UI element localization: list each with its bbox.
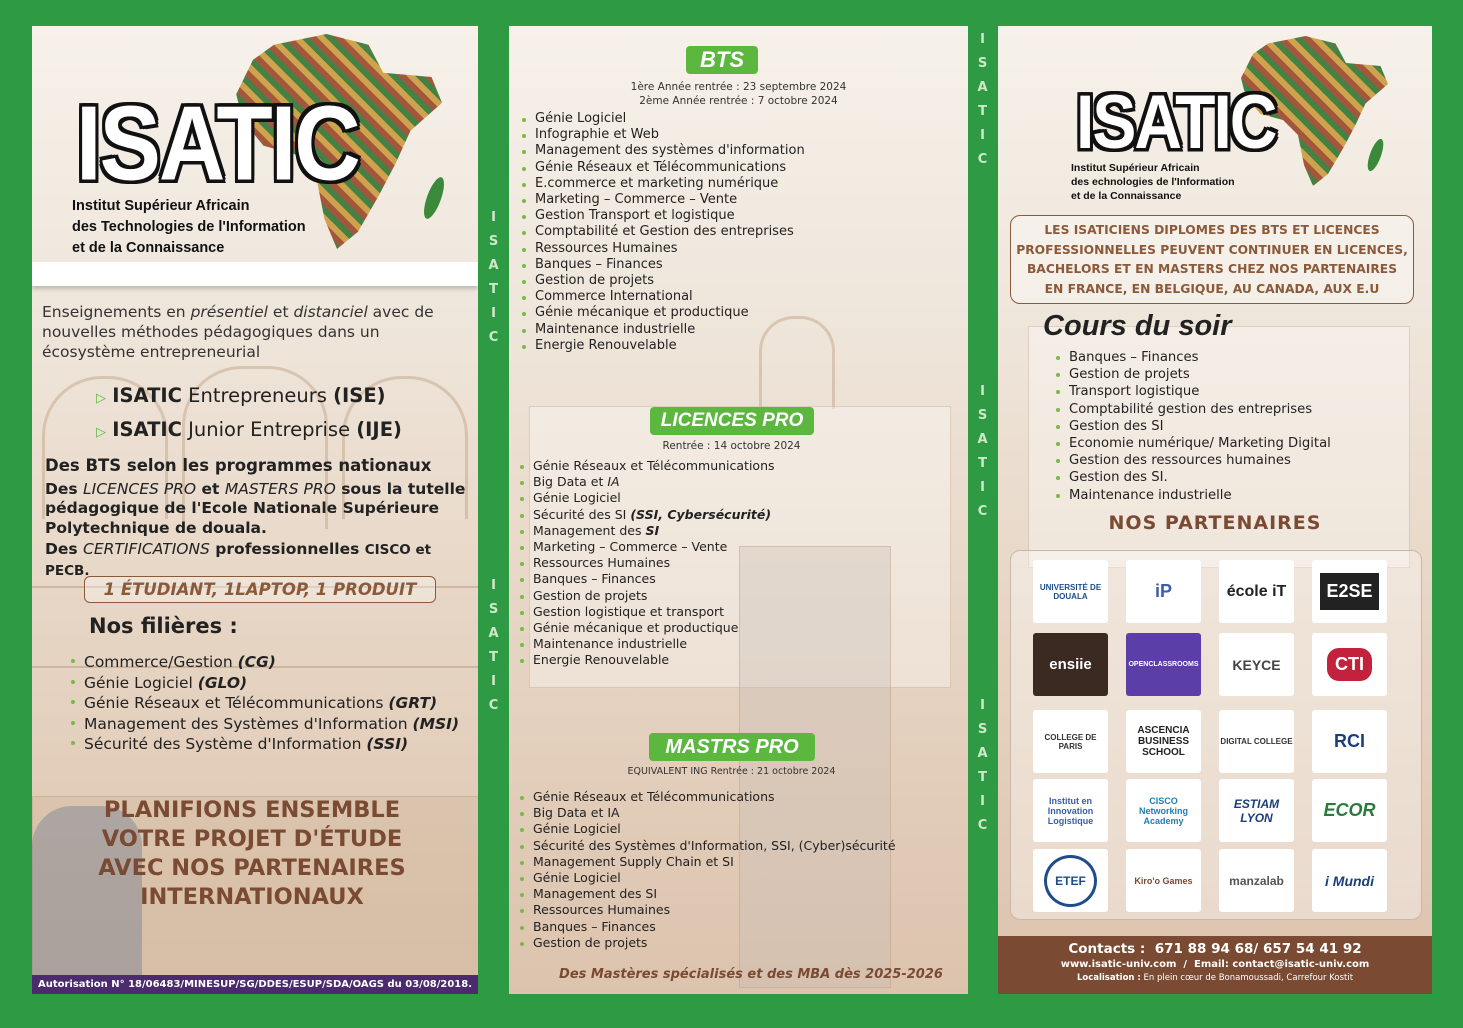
list-item: Transport logistique [1069, 383, 1331, 400]
list-item: Energie Renouvelable [535, 338, 805, 354]
logo-sub-line: des Technologies de l'Information [72, 219, 306, 235]
contacts-location: Localisation : En plein cœur de Bonamoussadi, Carrefour Kostit [1076, 973, 1354, 983]
partner-logo: ECOR [1312, 779, 1387, 842]
list-item: E.commerce et marketing numérique [535, 176, 805, 192]
logo-wordmark: ISATIC [76, 85, 359, 203]
logo-wordmark: ISATIC [1076, 79, 1276, 165]
partner-logo: ASCENCIA BUSINESS SCHOOL [1126, 710, 1201, 773]
list-item: Economie numérique/ Marketing Digital [1069, 436, 1331, 452]
list-item: Management des SI [533, 523, 775, 539]
isatic-logo [32, 26, 478, 284]
bts-title: BTS [686, 46, 758, 74]
certs-line: Des CERTIFICATIONS professionnelles CISCO et PECB. [45, 540, 432, 579]
logo-sub-line: et de la Connaissance [1071, 190, 1182, 202]
masters-list [533, 789, 896, 951]
licences-title: LICENCES PRO [650, 407, 814, 435]
list-item: Maintenance industrielle [1069, 487, 1331, 504]
evening-title: Cours du soir [1043, 310, 1232, 342]
partner-logo: Institut en Innovation Logistique [1033, 779, 1108, 842]
list-item: Ressources Humaines [533, 902, 896, 918]
program-item: ▷ ISATIC Entrepreneurs (ISE) [96, 384, 386, 407]
list-item: Ressources Humaines [533, 555, 775, 571]
list-item: Génie Réseaux et Télécommunications (GRT) [84, 693, 459, 714]
list-item: Gestion de projets [1069, 366, 1331, 383]
list-item: Génie Réseaux et Télécommunications [533, 458, 775, 473]
list-item: Ressources Humaines [535, 241, 805, 257]
email-link[interactable]: contact@isatic-univ.com [1232, 959, 1370, 970]
list-item: Management des SI [533, 886, 896, 902]
licences-line: Des LICENCES PRO et MASTERS PRO sous la tutelle pédagogique de l'Ecole Nationale Supérieure Polytechnique de douala. [45, 479, 466, 537]
list-item: Marketing – Commerce – Vente [533, 539, 775, 555]
partner-logo: iP [1126, 560, 1201, 623]
filieres-title: Nos filières : [89, 614, 238, 638]
list-item: Banques – Finances [1069, 349, 1331, 366]
side-word-isatic: I S A T I C [488, 210, 500, 345]
side-word-isatic: I S A T I C [977, 698, 989, 833]
middle-panel [509, 26, 968, 994]
diplomas-text [45, 456, 475, 581]
partner-logo: OPENCLASSROOMS [1126, 633, 1201, 696]
side-word-isatic: I S A T I C [488, 578, 500, 713]
list-item: Génie Logiciel [533, 821, 896, 837]
triangle-icon: ▷ [96, 425, 106, 440]
list-item: Génie Logiciel (GLO) [84, 673, 459, 694]
mba-footer: Des Mastères spécialisés et des MBA dès 2025-2026 [559, 967, 943, 982]
logo-sub-line: des echnologies de l'Information [1071, 176, 1235, 188]
partner-logo: CISCO Networking Academy [1126, 779, 1201, 842]
list-item: Big Data et IA [533, 474, 775, 490]
side-word-isatic: I S A T I C [977, 384, 989, 519]
list-item: Gestion des SI. [1069, 469, 1331, 486]
program-list [96, 380, 402, 448]
list-item: Génie mécanique et productique [533, 620, 775, 636]
bts-dates: 1ère Année rentrée : 23 septembre 2024 2ème Année rentrée : 7 octobre 2024 [630, 81, 847, 107]
partner-logo: RCI [1312, 710, 1387, 773]
masters-title: MASTRS PRO [649, 733, 815, 761]
list-item: Maintenance industrielle [535, 322, 805, 338]
list-item: Gestion de projets [533, 588, 775, 604]
bts-line: Des BTS selon les programmes nationaux [45, 456, 432, 475]
slogan-box: 1 ÉTUDIANT, 1LAPTOP, 1 PRODUIT [84, 576, 436, 603]
licences-list [533, 458, 775, 669]
left-panel [32, 26, 478, 994]
madagascar-icon [1365, 137, 1387, 173]
isatic-logo [998, 26, 1432, 216]
bts-list [535, 111, 805, 354]
list-item: Gestion des ressources humaines [1069, 452, 1331, 469]
list-item: Gestion logistique et transport [533, 604, 775, 620]
logo-sub-line: et de la Connaissance [72, 240, 225, 256]
madagascar-icon [420, 175, 448, 221]
list-item: Marketing – Commerce – Vente [535, 192, 805, 208]
list-item: Management Supply Chain et SI [533, 854, 896, 870]
list-item: Génie mécanique et productique [535, 305, 805, 321]
partner-logo: i Mundi [1312, 849, 1387, 912]
intro-text: Enseignements en présentiel et distanciel avec de nouvelles méthodes pédagogiques dans un écosystème entrepreneurial [42, 303, 434, 361]
list-item: Commerce International [535, 289, 805, 305]
logo-sub-line: Institut Supérieur Africain [72, 198, 250, 214]
logo-subtitle [72, 196, 306, 259]
partners-title: NOS PARTENAIRES [1108, 512, 1322, 534]
list-item: Génie Logiciel [533, 870, 896, 886]
partner-logo: UNIVERSITÉ DE DOUALA [1033, 560, 1108, 623]
contacts-phones: Contacts : 671 88 94 68/ 657 54 41 92 [1068, 941, 1362, 957]
list-item: Comptabilité gestion des entreprises [1069, 401, 1331, 418]
list-item: Comptabilité et Gestion des entreprises [535, 224, 805, 240]
list-item: Banques – Finances [535, 257, 805, 273]
right-panel [998, 26, 1432, 994]
partner-logo: E2SE [1312, 560, 1387, 623]
list-item: Banques – Finances [533, 571, 775, 587]
contacts-web: www.isatic-univ.com / Email: contact@isatic-univ.com [1060, 959, 1370, 970]
list-item: Banques – Finances [533, 919, 896, 935]
list-item: Big Data et IA [533, 805, 896, 821]
list-item: Energie Renouvelable [533, 652, 775, 668]
list-item: Sécurité des Système d'Information (SSI) [84, 734, 459, 755]
website-link[interactable]: www.isatic-univ.com [1060, 959, 1177, 970]
list-item: Gestion des SI [1069, 418, 1331, 435]
partner-logo: COLLEGE DE PARIS [1033, 710, 1108, 773]
partner-logo: CTI [1312, 633, 1387, 696]
list-item: Management des systèmes d'information [535, 143, 805, 159]
notice-text: LES ISATICIENS DIPLOMES DES BTS ET LICENCES PROFESSIONNELLES PEUVENT CONTINUER EN LICENCES, BACHELORS ET EN MASTERS CHEZ NOS PARTENAIRES EN FRANCE, EN BELGIQUE, AU CANADA, AUX E.U [1016, 223, 1408, 296]
partner-logo: ETEF [1033, 849, 1108, 912]
list-item: Génie Logiciel [535, 111, 805, 127]
cta-text: PLANIFIONS ENSEMBLE VOTRE PROJET D'ÉTUDE AVEC NOS PARTENAIRES INTERNATIONAUX [98, 797, 406, 910]
partner-logo: école iT [1219, 560, 1294, 623]
list-item: Sécurité des Systèmes d'Information, SSI, (Cyber)sécurité [533, 837, 896, 853]
logo-sub-line: Institut Supérieur Africain [1071, 162, 1200, 174]
list-item: Génie Réseaux et Télécommunications [535, 160, 805, 176]
partner-logo: ensiie [1033, 633, 1108, 696]
partner-logo: KEYCE [1219, 633, 1294, 696]
filieres-list [84, 652, 459, 755]
side-word-isatic: I S A T I C [977, 32, 989, 167]
partner-logo: manzalab [1219, 849, 1294, 912]
list-item: Commerce/Gestion (CG) [84, 652, 459, 673]
contacts-bar [998, 936, 1432, 994]
logo-subtitle [1071, 161, 1235, 203]
list-item: Génie Réseaux et Télécommunications [533, 789, 896, 805]
partners-notice [1010, 215, 1414, 304]
list-item: Sécurité des SI (SSI, Cybersécurité) [533, 507, 775, 523]
authorization-bar: Autorisation N° 18/06483/MINESUP/SG/DDES/ESUP/SDA/OAGS du 03/08/2018. [32, 975, 478, 994]
list-item: Infographie et Web [535, 127, 805, 143]
masters-date: EQUIVALENT ING Rentrée : 21 octobre 2024 [627, 766, 836, 777]
partner-logo: DIGITAL COLLEGE [1219, 710, 1294, 773]
partner-logo: Kiro'o Games [1126, 849, 1201, 912]
list-item: Management des Systèmes d'Information (MSI) [84, 714, 460, 733]
triangle-icon: ▷ [96, 391, 106, 406]
program-item: ▷ ISATIC Junior Entreprise (IJE) [96, 418, 402, 441]
logo-band [32, 262, 478, 286]
list-item: Maintenance industrielle [533, 636, 775, 652]
partner-logo: ESTIAM LYON [1219, 779, 1294, 842]
list-item: Gestion de projets [533, 935, 896, 951]
list-item: Génie Logiciel [533, 490, 775, 506]
list-item: Gestion de projets [535, 273, 805, 289]
licences-date: Rentrée : 14 octobre 2024 [662, 440, 801, 452]
evening-list [1069, 349, 1331, 504]
list-item: Gestion Transport et logistique [535, 208, 805, 224]
